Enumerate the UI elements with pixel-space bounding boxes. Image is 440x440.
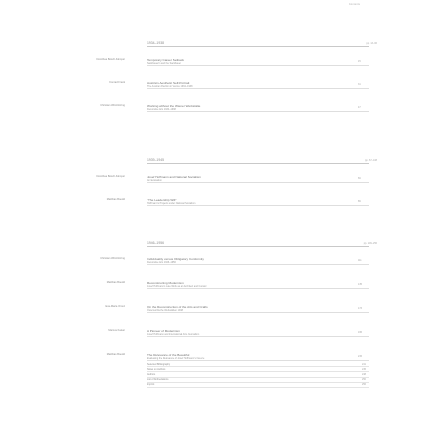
entry-subtitle: Österreichische Werkstätten 1948 <box>147 309 183 312</box>
entry-title[interactable]: On the Reconstruction of the Arts and Crafts <box>147 305 208 309</box>
entry-author: Eva-Maria Orosz <box>105 305 125 308</box>
contents-entry[interactable] <box>0 329 440 345</box>
contents-entry[interactable] <box>0 281 440 297</box>
appendix-page-number: 248 <box>362 372 366 376</box>
section-header <box>147 241 377 247</box>
entry-title[interactable]: Individuality versus Obligatory Conformity <box>147 257 204 261</box>
entry-author: Matthias Boeckl <box>106 281 125 284</box>
entry-divider <box>147 288 369 289</box>
contents-entry[interactable] <box>0 257 440 273</box>
entry-divider <box>147 264 369 265</box>
contents-entry[interactable] <box>0 305 440 321</box>
entry-title[interactable]: Josef Hoffmann and National Socialism <box>147 175 201 179</box>
section-years: 1946–1956 <box>147 241 164 245</box>
entry-subtitle: Decorative Arts 1946–1956 <box>147 261 176 264</box>
section-header <box>147 41 377 47</box>
entry-subtitle: Decorative Arts 1934–1938 <box>147 108 176 111</box>
entry-page-number: 31 <box>358 83 361 86</box>
entry-subtitle: Hoffmann's Projects under National Socialism <box>147 202 196 205</box>
entry-divider <box>147 360 369 361</box>
section-years: 1939–1945 <box>147 158 164 162</box>
contents-entry[interactable] <box>0 198 440 214</box>
entry-page-number: 47 <box>358 106 361 109</box>
entry-page-number: 173 <box>358 307 362 310</box>
appendix-page-number: 245 <box>362 367 366 371</box>
entry-page-number: 69 <box>358 177 361 180</box>
entry-divider <box>147 65 369 66</box>
entry-author: Matthias Boeckl <box>106 198 125 201</box>
contents-entry[interactable] <box>0 58 440 74</box>
contents-entry[interactable] <box>0 175 440 191</box>
entry-page-number: 111 <box>358 259 362 262</box>
page-header-label: Contents <box>348 3 360 6</box>
appendix-page-number: 241 <box>362 362 366 366</box>
entry-subtitle: Evaluating the Relevance of Josef Hoffmann's Oeuvre <box>147 357 205 360</box>
appendix-page-number: 256 <box>362 383 366 387</box>
entry-title[interactable]: A Pioneer of Modernism <box>147 329 181 333</box>
entry-author: Konrad Frank <box>109 81 125 84</box>
entry-page-number: 215 <box>358 355 362 358</box>
appendix-list <box>147 362 369 388</box>
entry-subtitle: Josef Hoffmann's Late Work as an Architect and Curator <box>147 285 207 288</box>
section-header <box>147 158 377 164</box>
entry-author: Christian Witt-Dörring <box>100 104 125 107</box>
appendix-label: Imprint <box>147 383 155 387</box>
entry-page-number: 195 <box>358 331 362 334</box>
section-years: 1934–1938 <box>147 41 164 45</box>
entry-page-number: 135 <box>358 283 362 286</box>
appendix-label: Authors <box>147 372 156 376</box>
section-page-range: pp. 67–108 <box>365 159 377 162</box>
entry-divider <box>147 111 369 112</box>
entry-author: Dorothea Bosch-Kämper <box>96 175 125 178</box>
entry-subtitle: The Austrian Pavilion in Venice 1934–1938 <box>147 85 193 88</box>
entry-author: Marcus Kaiser <box>108 329 125 332</box>
entry-subtitle: Josef Hoffmann and International Arts Journalism <box>147 333 200 336</box>
entry-title[interactable]: Working without the Wiener Werkstätte <box>147 104 201 108</box>
contents-entry[interactable] <box>0 104 440 120</box>
entry-page-number: 89 <box>358 200 361 203</box>
appendix-label: List of Abbreviations <box>147 378 169 382</box>
entry-divider <box>147 312 369 313</box>
appendix-item[interactable] <box>147 383 369 388</box>
entry-author: Christian Witt-Dörring <box>100 257 125 260</box>
entry-divider <box>147 182 369 183</box>
section-page-range: pp. 13–66 <box>366 42 377 45</box>
entry-author: Matthias Boeckl <box>106 353 125 356</box>
entry-divider <box>147 88 369 89</box>
appendix-label: Selected Bibliography <box>147 362 171 366</box>
entry-page-number: 15 <box>358 60 361 63</box>
entry-subtitle: Sackhauerin and the Sackhauer <box>147 62 182 65</box>
section-page-range: pp. 109–256 <box>363 242 377 245</box>
entry-title[interactable]: The Relevance of the Beautiful <box>147 353 190 357</box>
entry-title[interactable]: Temporary Career Setback <box>147 58 184 62</box>
entry-title[interactable]: “The Leadership Will” <box>147 198 177 202</box>
entry-divider <box>147 205 369 206</box>
entry-author: Dorothea Bosch-Kämper <box>96 58 125 61</box>
appendix-page-number: 250 <box>362 378 366 382</box>
contents-entry[interactable] <box>0 81 440 97</box>
entry-title[interactable]: Reconstructing Modernism <box>147 281 184 285</box>
entry-divider <box>147 336 369 337</box>
entry-subtitle: An Evaluation <box>147 179 162 182</box>
appendix-label: Notes on Authors <box>147 367 166 371</box>
entry-title[interactable]: Austria's Aesthetic Self-Portrait <box>147 81 190 85</box>
